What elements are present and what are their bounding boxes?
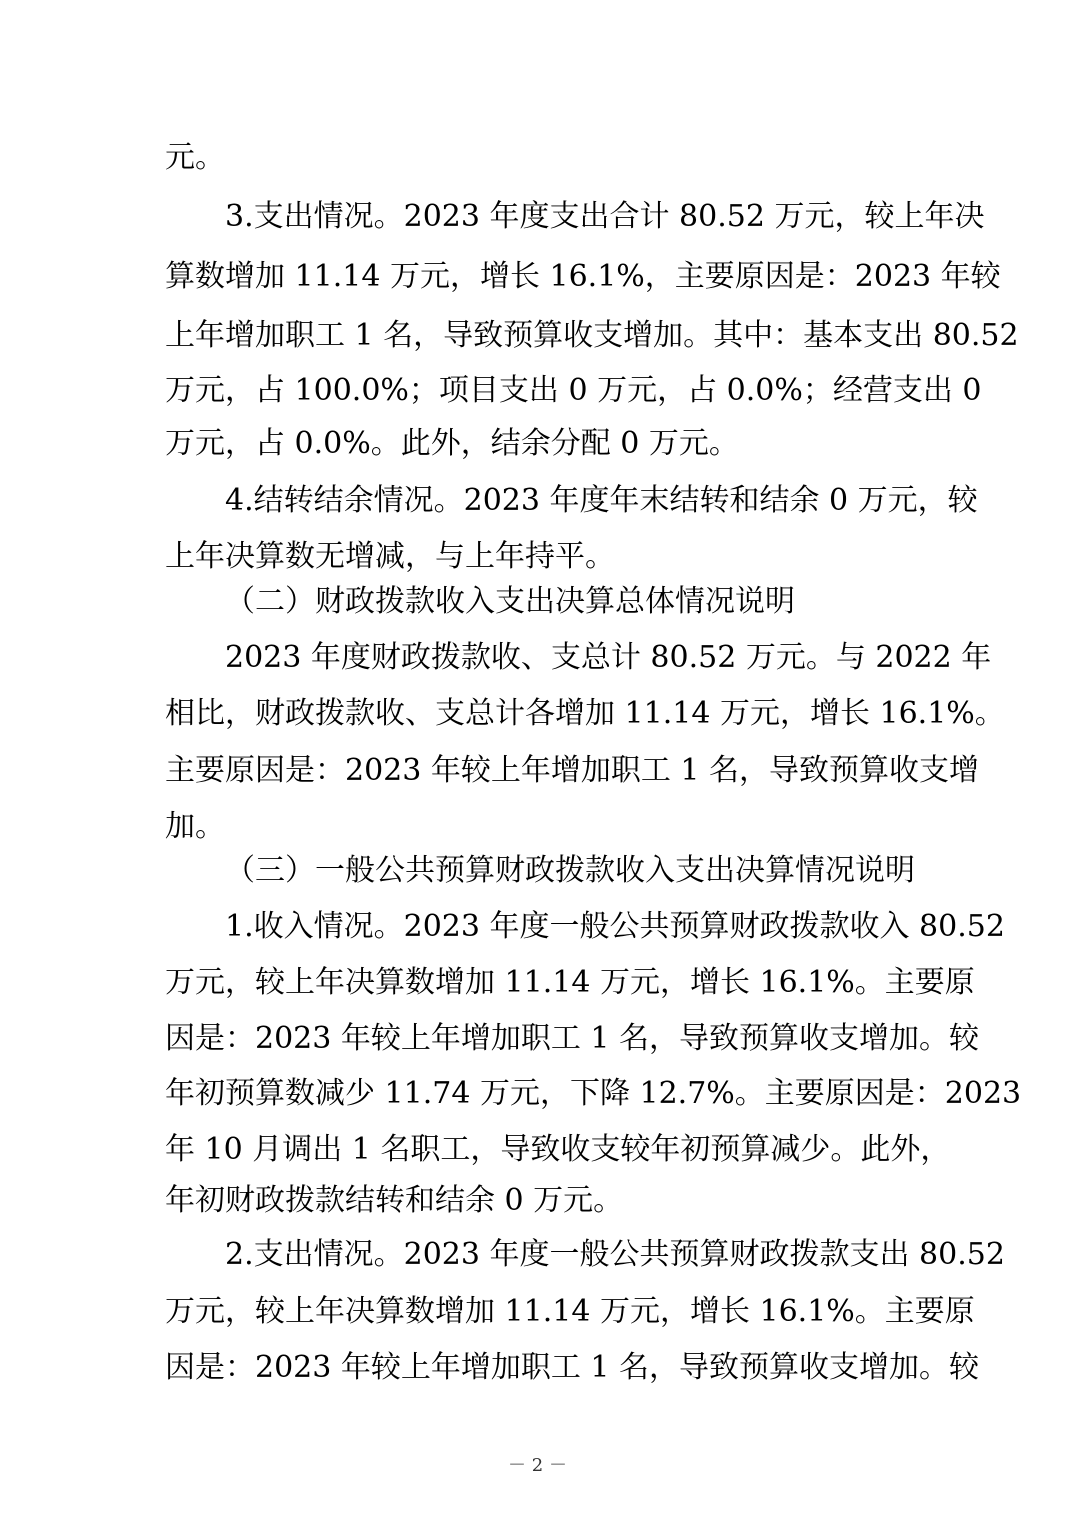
text-line: 因是：2023 年较上年增加职工 1 名，导致预算收支增加。较 — [165, 1021, 980, 1056]
text-line: 万元，占 0.0%。此外，结余分配 0 万元。 — [165, 426, 739, 461]
text-line: （三）一般公共预算财政拨款收入支出决算情况说明 — [225, 853, 915, 888]
page-number: － 2 － — [508, 1455, 567, 1476]
text-line: 相比，财政拨款收、支总计各增加 11.14 万元，增长 16.1%。 — [165, 696, 1005, 731]
text-line: 算数增加 11.14 万元，增长 16.1%，主要原因是：2023 年较 — [165, 259, 1001, 294]
text-line: 年初预算数减少 11.74 万元，下降 12.7%。主要原因是：2023 — [165, 1076, 1022, 1111]
text-line: 上年决算数无增减，与上年持平。 — [165, 539, 615, 574]
text-line: 年 10 月调出 1 名职工，导致收支较年初预算减少。此外， — [165, 1132, 951, 1167]
text-line: 加。 — [165, 809, 225, 844]
text-line: 4.结转结余情况。2023 年度年末结转和结余 0 万元，较 — [225, 483, 978, 518]
text-line: 1.收入情况。2023 年度一般公共预算财政拨款收入 80.52 — [225, 909, 1005, 944]
text-line: 3.支出情况。2023 年度支出合计 80.52 万元，较上年决 — [225, 199, 985, 234]
text-line: 元。 — [165, 140, 225, 175]
text-line: 万元，较上年决算数增加 11.14 万元，增长 16.1%。主要原 — [165, 1294, 975, 1329]
text-line: 万元，占 100.0%；项目支出 0 万元，占 0.0%；经营支出 0 — [165, 373, 982, 408]
text-line: 2.支出情况。2023 年度一般公共预算财政拨款支出 80.52 — [225, 1237, 1005, 1272]
text-line: （二）财政拨款收入支出决算总体情况说明 — [225, 584, 795, 619]
text-line: 因是：2023 年较上年增加职工 1 名，导致预算收支增加。较 — [165, 1350, 980, 1385]
text-line: 年初财政拨款结转和结余 0 万元。 — [165, 1183, 624, 1218]
text-line: 万元，较上年决算数增加 11.14 万元，增长 16.1%。主要原 — [165, 965, 975, 1000]
text-line: 2023 年度财政拨款收、支总计 80.52 万元。与 2022 年 — [225, 640, 992, 675]
text-line: 主要原因是：2023 年较上年增加职工 1 名，导致预算收支增 — [165, 753, 980, 788]
text-line: 上年增加职工 1 名，导致预算收支增加。其中：基本支出 80.52 — [165, 318, 1019, 353]
